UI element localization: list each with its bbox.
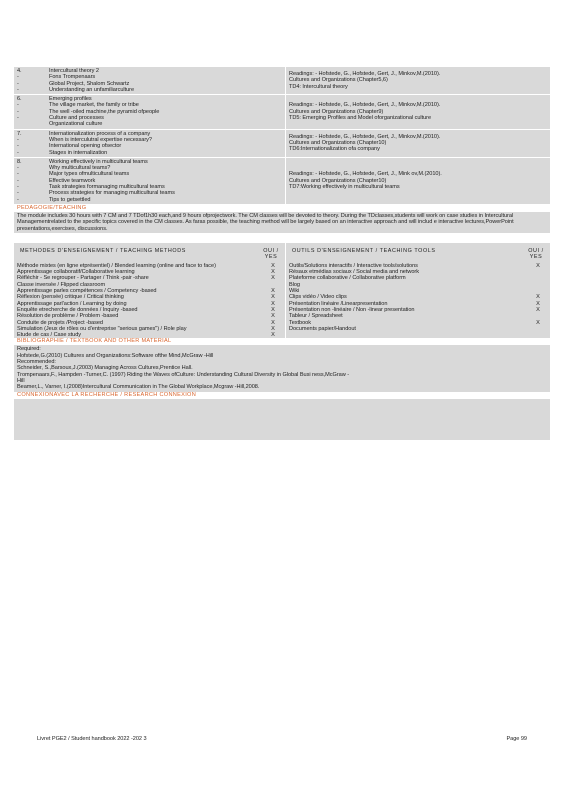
session-topics [14,158,286,204]
topic-marker: - [17,74,19,81]
topic-text: Global Project, Shalom Schwartz [49,80,130,87]
topic-text: Culture and processes [49,115,104,122]
tools-column [286,243,550,339]
method-item-label: Apprentissage parl'action / Learning by doing [17,300,127,307]
bibliography-line: Trompenaars,F., Hampden -Turner,C. (1997) Riding the Waves ofCulture: Understanding Cultural Diversity in Global Busi ness,McGraw - [17,371,350,378]
footer-handbook-label: Livret PGE2 / Student handbook 2022 -202 3 [37,736,147,742]
method-item-label: Simulation (Jeux de rôles ou d'entreprise "serious games") / Role play [17,325,187,332]
method-item-check: X [271,294,275,301]
research-title: CONNEXIONAVEC LA RECHERCHE / RESEARCH CONNEXION [17,392,197,399]
session-readings [286,95,550,128]
topic-line [17,197,283,203]
reading-line: Readings: - Hofstede, G., Hofstede, Gert, J., Minkov,M.(2010). [289,71,441,78]
bibliography-line: Recommended: [17,358,56,365]
session-row [14,158,550,205]
topic-marker: - [17,165,19,172]
method-item-check: X [271,306,275,313]
method-item-label: Enquête etrecherche de données / Inquiry -based [17,306,138,313]
session-readings [286,130,550,157]
methods-header-row [14,243,285,263]
methods-yes-header: OUI / YES [263,247,279,261]
bibliography-line: Hofstede,G.(2010) Cultures and Organizations:Software ofthe Mind,McGraw -Hill [17,352,214,359]
tool-item-label: Présentation non -linéaire / Non -linear presentation [289,306,415,313]
bibliography-line: Schneider, S.,Barsoux,J.(2003) Managing Across Cultures,Prentice Hall. [17,365,193,372]
methods-header: METHODES D'ENSEIGNEMENT / TEACHING METHODS [20,247,186,254]
reading-line: TD6:Internationalization ofa company [289,146,380,153]
topic-text: Process strategies for managing multicultural teams [49,190,175,197]
session-readings [286,158,550,204]
tool-item-label: Documents papier/Handout [289,325,356,332]
topic-marker: 7. [17,130,22,137]
session-topics [14,95,286,128]
method-item-check: X [271,325,275,332]
method-item-check: X [271,332,275,339]
footer-page-number: Page 99 [506,736,527,742]
topic-text: Effective teamwork [49,177,96,184]
topic-text: Task strategies formanaging multicultural teams [49,184,165,191]
topic-marker: - [17,177,19,184]
reading-line: Cultures and Organizations (Chapter10) [289,177,387,184]
tool-item-label: Outils/Solutions interactifs / Interactive tools/solutions [289,262,418,269]
topic-line [17,87,283,93]
method-item-check: X [271,269,275,276]
session-row [14,67,550,95]
topic-marker: 6. [17,96,22,103]
tools-header-row [286,243,550,263]
topic-text: Organizational culture [49,121,103,128]
tool-item-check: X [536,319,540,326]
topic-text: Understanding an unfamiliarculture [49,86,135,93]
topic-text: Working effectively in multicultural teams [49,158,148,165]
tool-item-label: Wiki [289,288,300,295]
method-item-check: X [271,313,275,320]
reading-line: Readings: - Hofstede, G., Hofstede, Gert, J., Minkov,M.(2010). [289,102,441,109]
bibliography-block [14,345,550,392]
topic-text: Why multicultural teams? [49,165,111,172]
method-item-label: Résolution de problème / Problem -based [17,313,119,320]
reading-line: Cultures and Organizations (Chapter9) [289,108,384,115]
tool-item [286,326,550,332]
tool-item-label: Textbook [289,319,311,326]
tool-item-check: X [536,294,540,301]
topic-marker: - [17,143,19,150]
topic-text: The village market, the family or tribe [49,102,139,109]
topic-marker: - [17,136,19,143]
bibliography-line: Beamer,L., Varner, I.(2008)Intercultural Communication in The Global Workplace,Mcgraw -Hill,2008. [17,384,260,391]
tool-item-check [526,326,550,332]
bibliography-title: BIBLIOGRAPHIE / TEXTBOOK AND OTHER MATERIAL [17,338,172,345]
method-item-check: X [271,319,275,326]
reading-line: TD4: Intercultural theory [289,83,348,90]
topic-text: Emerging profiles [49,96,92,103]
pedagogy-text: The module includes 30 hours with 7 CM and 7 TDof1h30 each,and 9 hours ofprojectwork. The CM classes will be devoted to theory. During the TDclasses,students will work on case studies in Intercultural Managementrelated to the specific topics covered in the CM classes. As faras possible, the teaching method will be largely based on an interactive approach and will includ e interactive lectures,PowerPoint presentations,exercises, discussions. [14,212,550,233]
tool-item-check: X [536,306,540,313]
method-item-label: Apprentissage parles compétences / Competency -based [17,288,157,295]
topic-line [17,121,283,127]
methods-column [14,243,286,339]
method-item-check: X [271,262,275,269]
tool-item-label: Résaux etmédias sociaux / Social media and network [289,269,419,276]
session-table [14,67,550,205]
topic-marker: 4. [17,68,22,74]
pedagogy-title: PEDAGOGIE/TEACHING [17,204,87,211]
method-item-label: Méthode mixtes (en ligne etprésentiel) / Blended learning (online and face to face) [17,262,216,269]
tool-item-check: X [536,262,540,269]
topic-text: Tips to getsettled [49,196,91,203]
topic-marker: - [17,86,19,93]
method-item-label: Conduite de projets /Project -based [17,319,103,326]
tool-item-label: Blog [289,281,300,288]
bibliography-line: Hill [17,377,25,384]
session-readings [286,67,550,94]
topic-marker: - [17,108,19,115]
tool-item-label: Tableur / Spreadsheet [289,313,343,320]
tools-header: OUTILS D'ENSEIGNEMENT / TEACHING TOOLS [292,247,436,254]
methods-tools-table [14,243,550,339]
session-topics [14,67,286,94]
handbook-page [14,67,550,440]
tools-yes-header: OUI / YES [528,247,544,261]
methods-list [14,263,285,339]
tool-item-label: Clips vidéo / Video clips [289,294,347,301]
reading-line: Readings: - Hofstede, G., Hofstede, Gert, J., Mink ov,M.(2010). [289,171,442,178]
tool-item-label: Plateforme collaborative / Collaborative platform [289,275,406,282]
reading-line: TD7:Working effectively in multicultural teams [289,184,400,191]
topic-marker: - [17,149,19,156]
page-footer [37,736,527,742]
method-item-label: Etude de cas / Case study [17,332,82,339]
session-row [14,95,550,129]
topic-text: International opening ofsector [49,143,122,150]
tool-item-check: X [536,300,540,307]
topic-marker: - [17,80,19,87]
method-item-check: X [271,300,275,307]
reading-line: Cultures and Organizations (Chapter10) [289,140,387,147]
reading-line: Readings: - Hofstede, G., Hofstede, Gert, J., Minkov,M.(2010). [289,133,441,140]
topic-marker: - [17,184,19,191]
session-topics [14,130,286,157]
topic-text: The well -oiled machine,the pyramid ofpeople [49,108,160,115]
session-row [14,130,550,158]
topic-line [17,150,283,156]
tools-list [286,263,550,332]
topic-text: Intercultural theory 2 [49,68,99,74]
topic-marker [17,121,49,127]
topic-text: Stages in internalization [49,149,108,156]
topic-marker: 8. [17,158,22,165]
reading-line: TD5: Emerging Profiles and Model oforganizational culture [289,115,432,122]
method-item-label: Réflexion (pensée) critique / Critical thinking [17,294,124,301]
method-item-label: Réfléchir - Se regrouper - Partager / Think -pair -share [17,275,149,282]
topic-text: Major types ofmulticultural teams [49,171,130,178]
topic-text: When is interculutral expertise necessary? [49,136,152,143]
method-item-label: Classe inversée / Flipped classroom [17,281,106,288]
bibliography-line: Required: [17,346,41,353]
reading-line: Cultures and Organizations (Chapter5,6) [289,77,388,84]
topic-marker: - [17,102,19,109]
method-item-label: Apprentissage collaboratif/Collaborative learning [17,269,135,276]
research-block [14,399,550,440]
method-item-check: X [271,288,275,295]
tool-item-label: Présentation linéaire /Linearpresentation [289,300,388,307]
topic-marker: - [17,196,19,203]
method-item-check: X [271,275,275,282]
topic-marker: - [17,171,19,178]
topic-marker: - [17,190,19,197]
topic-text: Internationalization process of a company [49,130,151,137]
topic-text: Fons Trompenaars [49,74,96,81]
topic-marker: - [17,115,19,122]
